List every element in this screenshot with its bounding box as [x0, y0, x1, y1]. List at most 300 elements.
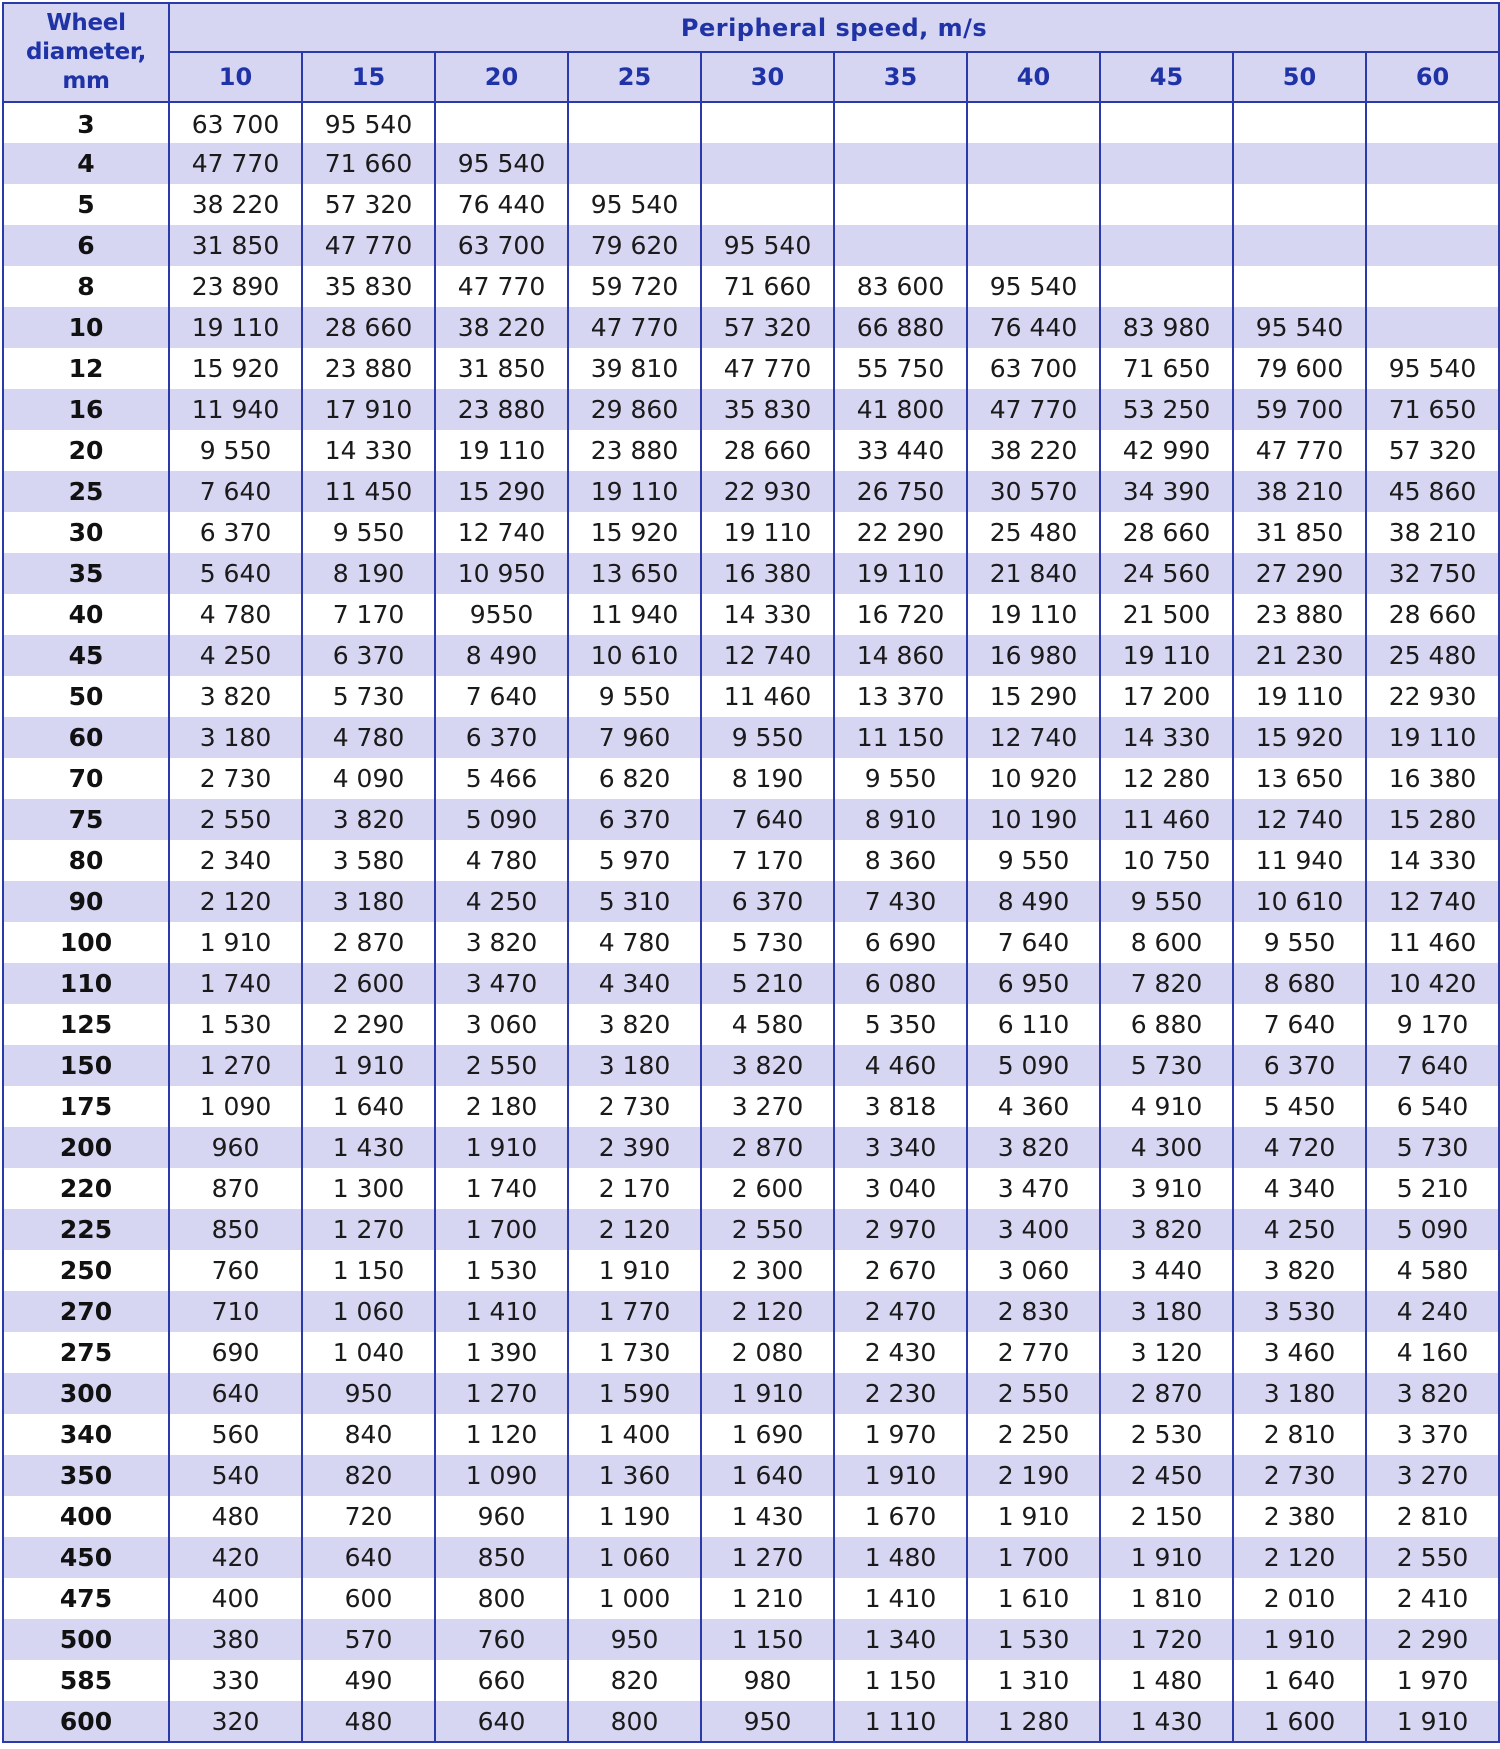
rpm-value-cell: [1233, 266, 1366, 307]
rpm-value-cell: 3 820: [1233, 1250, 1366, 1291]
rpm-value-cell: 6 370: [435, 717, 568, 758]
rpm-value-cell: 28 660: [701, 430, 834, 471]
rpm-value-cell: [568, 143, 701, 184]
rpm-value-cell: 23 880: [302, 348, 435, 389]
rpm-value-cell: 9 550: [302, 512, 435, 553]
rpm-value-cell: 21 500: [1100, 594, 1233, 635]
rpm-value-cell: 14 860: [834, 635, 967, 676]
rpm-value-cell: 6 110: [967, 1004, 1100, 1045]
rpm-value-cell: 7 640: [967, 922, 1100, 963]
rpm-value-cell: 10 610: [1233, 881, 1366, 922]
rpm-value-cell: 1 530: [435, 1250, 568, 1291]
rpm-value-cell: 3 820: [568, 1004, 701, 1045]
rpm-value-cell: 76 440: [967, 307, 1100, 348]
rpm-value-cell: 3 818: [834, 1086, 967, 1127]
rpm-value-cell: 380: [169, 1619, 302, 1660]
rpm-value-cell: [701, 143, 834, 184]
speed-column-header: 35: [834, 52, 967, 102]
table-row: [3, 307, 1499, 348]
rpm-value-cell: 9 550: [701, 717, 834, 758]
speed-column-header: 10: [169, 52, 302, 102]
rpm-value-cell: 7 960: [568, 717, 701, 758]
rpm-value-cell: 19 110: [967, 594, 1100, 635]
rpm-value-cell: 83 600: [834, 266, 967, 307]
rpm-value-cell: 6 080: [834, 963, 967, 1004]
wheel-diameter-cell: 500: [3, 1619, 169, 1660]
wheel-diameter-cell: 175: [3, 1086, 169, 1127]
rpm-value-cell: 2 290: [302, 1004, 435, 1045]
wheel-diameter-cell: 30: [3, 512, 169, 553]
wheel-diameter-cell: 340: [3, 1414, 169, 1455]
rpm-value-cell: 7 640: [1233, 1004, 1366, 1045]
rpm-value-cell: 35 830: [701, 389, 834, 430]
rpm-value-cell: 4 580: [701, 1004, 834, 1045]
rpm-value-cell: 57 320: [1366, 430, 1499, 471]
rpm-value-cell: 1 700: [435, 1209, 568, 1250]
rpm-value-cell: 5 310: [568, 881, 701, 922]
rpm-value-cell: 2 120: [1233, 1537, 1366, 1578]
rpm-value-cell: 3 460: [1233, 1332, 1366, 1373]
rpm-value-cell: 7 640: [169, 471, 302, 512]
rpm-value-cell: 38 220: [435, 307, 568, 348]
rpm-value-cell: 6 880: [1100, 1004, 1233, 1045]
table-row: [3, 1578, 1499, 1619]
rpm-value-cell: 19 110: [1233, 676, 1366, 717]
rpm-value-cell: 2 290: [1366, 1619, 1499, 1660]
rpm-value-cell: 5 640: [169, 553, 302, 594]
rpm-value-cell: 2 120: [169, 881, 302, 922]
rpm-value-cell: 1 740: [435, 1168, 568, 1209]
rpm-value-cell: 10 610: [568, 635, 701, 676]
rpm-value-cell: 19 110: [568, 471, 701, 512]
rpm-value-cell: 25 480: [1366, 635, 1499, 676]
rpm-value-cell: 6 370: [701, 881, 834, 922]
rpm-value-cell: 4 780: [169, 594, 302, 635]
rpm-value-cell: 47 770: [568, 307, 701, 348]
rpm-value-cell: 1 150: [701, 1619, 834, 1660]
rpm-value-cell: 1 190: [568, 1496, 701, 1537]
rpm-value-cell: 1 060: [302, 1291, 435, 1332]
rpm-value-cell: 9 170: [1366, 1004, 1499, 1045]
rpm-value-cell: 47 770: [169, 143, 302, 184]
rpm-value-cell: 9 550: [169, 430, 302, 471]
rpm-value-cell: [834, 184, 967, 225]
rpm-value-cell: 11 460: [1100, 799, 1233, 840]
rpm-value-cell: 1 910: [1233, 1619, 1366, 1660]
rpm-value-cell: 3 910: [1100, 1168, 1233, 1209]
rpm-value-cell: 1 690: [701, 1414, 834, 1455]
rpm-value-cell: 1 810: [1100, 1578, 1233, 1619]
rpm-value-cell: 79 620: [568, 225, 701, 266]
rpm-value-cell: 9 550: [834, 758, 967, 799]
rpm-value-cell: 71 660: [701, 266, 834, 307]
rpm-value-cell: 2 600: [302, 963, 435, 1004]
table-row: [3, 1004, 1499, 1045]
rpm-value-cell: 42 990: [1100, 430, 1233, 471]
table-row: [3, 430, 1499, 471]
rpm-value-cell: 850: [435, 1537, 568, 1578]
table-row: [3, 1250, 1499, 1291]
rpm-value-cell: 5 970: [568, 840, 701, 881]
rpm-value-cell: 38 210: [1233, 471, 1366, 512]
rpm-value-cell: 9 550: [568, 676, 701, 717]
rpm-value-cell: 850: [169, 1209, 302, 1250]
wheel-diameter-cell: 220: [3, 1168, 169, 1209]
wheel-diameter-cell: 150: [3, 1045, 169, 1086]
rpm-value-cell: 12 740: [435, 512, 568, 553]
rpm-value-cell: 4 780: [302, 717, 435, 758]
wheel-diameter-cell: 35: [3, 553, 169, 594]
rpm-value-cell: [1233, 184, 1366, 225]
rpm-value-cell: 6 370: [568, 799, 701, 840]
rpm-value-cell: 12 740: [967, 717, 1100, 758]
rpm-value-cell: 4 780: [435, 840, 568, 881]
rpm-value-cell: 1 640: [302, 1086, 435, 1127]
rpm-value-cell: 6 820: [568, 758, 701, 799]
wheel-diameter-cell: 275: [3, 1332, 169, 1373]
rpm-value-cell: 12 280: [1100, 758, 1233, 799]
rpm-value-cell: 2 550: [169, 799, 302, 840]
wheel-diameter-cell: 90: [3, 881, 169, 922]
rpm-value-cell: 690: [169, 1332, 302, 1373]
wheel-diameter-cell: 12: [3, 348, 169, 389]
wheel-diameter-cell: 45: [3, 635, 169, 676]
speed-column-header: 60: [1366, 52, 1499, 102]
rpm-value-cell: 490: [302, 1660, 435, 1701]
rpm-value-cell: 600: [302, 1578, 435, 1619]
rpm-value-cell: 4 240: [1366, 1291, 1499, 1332]
rpm-value-cell: 19 110: [834, 553, 967, 594]
rpm-value-cell: 16 720: [834, 594, 967, 635]
table-row: [3, 758, 1499, 799]
rpm-value-cell: 66 880: [834, 307, 967, 348]
rpm-value-cell: 3 820: [302, 799, 435, 840]
rpm-value-cell: 820: [568, 1660, 701, 1701]
wheel-diameter-cell: 60: [3, 717, 169, 758]
rpm-value-cell: 12 740: [1366, 881, 1499, 922]
rpm-value-cell: [1366, 184, 1499, 225]
wheel-diameter-cell: 5: [3, 184, 169, 225]
rpm-value-cell: 83 980: [1100, 307, 1233, 348]
rpm-value-cell: 2 470: [834, 1291, 967, 1332]
rpm-value-cell: 95 540: [967, 266, 1100, 307]
rpm-value-cell: [834, 102, 967, 143]
rpm-value-cell: 1 910: [302, 1045, 435, 1086]
rpm-value-cell: 5 090: [967, 1045, 1100, 1086]
rpm-value-cell: 1 600: [1233, 1701, 1366, 1742]
speed-column-header: 45: [1100, 52, 1233, 102]
table-row: [3, 594, 1499, 635]
wheel-diameter-cell: 270: [3, 1291, 169, 1332]
rpm-value-cell: 5 730: [1100, 1045, 1233, 1086]
rpm-value-cell: 5 730: [701, 922, 834, 963]
rpm-value-cell: 71 660: [302, 143, 435, 184]
rpm-value-cell: 2 180: [435, 1086, 568, 1127]
rpm-value-cell: 1 910: [967, 1496, 1100, 1537]
rpm-value-cell: 3 470: [435, 963, 568, 1004]
table-header: [3, 3, 1499, 102]
rpm-value-cell: 7 640: [435, 676, 568, 717]
rpm-value-cell: 47 770: [701, 348, 834, 389]
rpm-value-cell: 15 920: [1233, 717, 1366, 758]
rpm-value-cell: 16 980: [967, 635, 1100, 676]
rpm-value-cell: 3 060: [435, 1004, 568, 1045]
rpm-value-cell: 1 270: [435, 1373, 568, 1414]
rpm-value-cell: 7 170: [701, 840, 834, 881]
rpm-value-cell: 1 000: [568, 1578, 701, 1619]
rpm-value-cell: [967, 184, 1100, 225]
rpm-value-cell: 11 460: [1366, 922, 1499, 963]
rpm-value-cell: 1 390: [435, 1332, 568, 1373]
rpm-value-cell: 2 010: [1233, 1578, 1366, 1619]
rpm-value-cell: 2 190: [967, 1455, 1100, 1496]
rpm-value-cell: 15 280: [1366, 799, 1499, 840]
rpm-value-cell: 980: [701, 1660, 834, 1701]
wheel-diameter-cell: 80: [3, 840, 169, 881]
rpm-value-cell: 9 550: [967, 840, 1100, 881]
rpm-value-cell: 17 200: [1100, 676, 1233, 717]
table-row: [3, 1414, 1499, 1455]
speed-column-header: 50: [1233, 52, 1366, 102]
rpm-value-cell: 4 250: [1233, 1209, 1366, 1250]
rpm-value-cell: 1 910: [1366, 1701, 1499, 1742]
rpm-value-cell: 1 060: [568, 1537, 701, 1578]
rpm-value-cell: 5 210: [701, 963, 834, 1004]
rpm-value-cell: 3 180: [302, 881, 435, 922]
rpm-value-cell: [1100, 225, 1233, 266]
table-row: [3, 799, 1499, 840]
rpm-value-cell: 17 910: [302, 389, 435, 430]
rpm-value-cell: 1 400: [568, 1414, 701, 1455]
wheel-diameter-cell: 400: [3, 1496, 169, 1537]
rpm-value-cell: 5 090: [435, 799, 568, 840]
table-row: [3, 922, 1499, 963]
table-row: [3, 143, 1499, 184]
rpm-value-cell: 1 430: [302, 1127, 435, 1168]
rpm-value-cell: [1100, 184, 1233, 225]
wheel-diameter-cell: 475: [3, 1578, 169, 1619]
rpm-value-cell: 47 770: [302, 225, 435, 266]
rpm-value-cell: 16 380: [701, 553, 834, 594]
table-row: [3, 1045, 1499, 1086]
rpm-value-cell: 1 910: [169, 922, 302, 963]
table-row: [3, 553, 1499, 594]
rpm-value-cell: 3 820: [169, 676, 302, 717]
rpm-value-cell: 22 930: [1366, 676, 1499, 717]
rpm-value-cell: 14 330: [1100, 717, 1233, 758]
table-row: [3, 1209, 1499, 1250]
rpm-value-cell: 950: [302, 1373, 435, 1414]
rpm-value-cell: 41 800: [834, 389, 967, 430]
rpm-value-cell: 8 910: [834, 799, 967, 840]
rpm-value-cell: 8 600: [1100, 922, 1233, 963]
rpm-value-cell: 59 700: [1233, 389, 1366, 430]
rpm-value-cell: 1 530: [967, 1619, 1100, 1660]
rpm-value-cell: 1 670: [834, 1496, 967, 1537]
wheel-diameter-cell: 585: [3, 1660, 169, 1701]
rpm-value-cell: 1 910: [568, 1250, 701, 1291]
wheel-diameter-cell: 100: [3, 922, 169, 963]
rpm-value-cell: 3 820: [1100, 1209, 1233, 1250]
rpm-value-cell: [1100, 102, 1233, 143]
wheel-diameter-cell: 40: [3, 594, 169, 635]
rpm-value-cell: 19 110: [1366, 717, 1499, 758]
rpm-value-cell: [701, 184, 834, 225]
wheel-diameter-cell: 450: [3, 1537, 169, 1578]
rpm-value-cell: [967, 102, 1100, 143]
rpm-value-cell: 1 770: [568, 1291, 701, 1332]
rpm-value-cell: 2 830: [967, 1291, 1100, 1332]
rpm-value-cell: 16 380: [1366, 758, 1499, 799]
wheel-diameter-cell: 225: [3, 1209, 169, 1250]
rpm-value-cell: [435, 102, 568, 143]
rpm-value-cell: 1 270: [302, 1209, 435, 1250]
rpm-value-cell: [1366, 266, 1499, 307]
rpm-value-cell: 3 270: [701, 1086, 834, 1127]
rpm-value-cell: 95 540: [701, 225, 834, 266]
rpm-value-cell: 11 940: [568, 594, 701, 635]
rpm-value-cell: 1 610: [967, 1578, 1100, 1619]
rpm-value-cell: 3 820: [701, 1045, 834, 1086]
rpm-value-cell: 5 210: [1366, 1168, 1499, 1209]
rpm-value-cell: 3 530: [1233, 1291, 1366, 1332]
peripheral-speed-header: Peripheral speed, m/s: [169, 3, 1499, 52]
rpm-value-cell: 9 550: [1233, 922, 1366, 963]
rpm-value-cell: 23 890: [169, 266, 302, 307]
wheel-diameter-cell: 4: [3, 143, 169, 184]
wheel-diameter-cell: 25: [3, 471, 169, 512]
rpm-value-cell: 28 660: [1366, 594, 1499, 635]
rpm-value-cell: 1 040: [302, 1332, 435, 1373]
rpm-value-cell: 8 490: [435, 635, 568, 676]
rpm-value-cell: 3 470: [967, 1168, 1100, 1209]
rpm-value-cell: 63 700: [169, 102, 302, 143]
rpm-value-cell: 1 740: [169, 963, 302, 1004]
rpm-value-cell: 2 380: [1233, 1496, 1366, 1537]
rpm-value-cell: 21 840: [967, 553, 1100, 594]
rpm-value-cell: 10 190: [967, 799, 1100, 840]
rpm-value-cell: 3 120: [1100, 1332, 1233, 1373]
rpm-value-cell: 1 210: [701, 1578, 834, 1619]
rpm-value-cell: 12 740: [1233, 799, 1366, 840]
rpm-value-cell: 12 740: [701, 635, 834, 676]
rpm-value-cell: 23 880: [435, 389, 568, 430]
rpm-value-cell: 95 540: [1366, 348, 1499, 389]
rpm-value-cell: 47 770: [967, 389, 1100, 430]
rpm-value-cell: 7 430: [834, 881, 967, 922]
rpm-value-cell: 10 920: [967, 758, 1100, 799]
rpm-value-cell: 1 970: [1366, 1660, 1499, 1701]
rpm-value-cell: 960: [169, 1127, 302, 1168]
table-row: [3, 225, 1499, 266]
rpm-value-cell: 2 150: [1100, 1496, 1233, 1537]
rpm-value-cell: 35 830: [302, 266, 435, 307]
rpm-value-cell: 57 320: [701, 307, 834, 348]
rpm-value-cell: 15 920: [169, 348, 302, 389]
rpm-value-cell: 6 370: [302, 635, 435, 676]
rpm-value-cell: [1366, 307, 1499, 348]
rpm-value-cell: 840: [302, 1414, 435, 1455]
rpm-value-cell: 4 460: [834, 1045, 967, 1086]
rpm-value-cell: 420: [169, 1537, 302, 1578]
speed-column-header: 30: [701, 52, 834, 102]
rpm-value-cell: 2 450: [1100, 1455, 1233, 1496]
rpm-value-cell: 3 370: [1366, 1414, 1499, 1455]
wheel-diameter-cell: 75: [3, 799, 169, 840]
rpm-value-cell: 720: [302, 1496, 435, 1537]
table-row: [3, 717, 1499, 758]
rpm-value-cell: 3 580: [302, 840, 435, 881]
rpm-value-cell: 2 730: [1233, 1455, 1366, 1496]
rpm-value-cell: 2 600: [701, 1168, 834, 1209]
rpm-value-cell: 710: [169, 1291, 302, 1332]
rpm-value-cell: 2 550: [701, 1209, 834, 1250]
rpm-value-cell: 5 730: [302, 676, 435, 717]
rpm-table: [2, 2, 1500, 1743]
speed-columns-row: [3, 52, 1499, 102]
table-row: [3, 840, 1499, 881]
rpm-value-cell: 19 110: [435, 430, 568, 471]
rpm-value-cell: 1 640: [701, 1455, 834, 1496]
rpm-value-cell: 1 700: [967, 1537, 1100, 1578]
rpm-value-cell: [568, 102, 701, 143]
rpm-value-cell: 63 700: [967, 348, 1100, 389]
rpm-value-cell: 2 340: [169, 840, 302, 881]
rpm-value-cell: 6 540: [1366, 1086, 1499, 1127]
table-row: [3, 1332, 1499, 1373]
rpm-value-cell: 2 120: [568, 1209, 701, 1250]
table-row: [3, 471, 1499, 512]
rpm-value-cell: 11 940: [169, 389, 302, 430]
rpm-value-cell: 31 850: [435, 348, 568, 389]
rpm-value-cell: 4 910: [1100, 1086, 1233, 1127]
table-row: [3, 1455, 1499, 1496]
rpm-value-cell: 29 860: [568, 389, 701, 430]
rpm-value-cell: 57 320: [302, 184, 435, 225]
rpm-value-cell: 10 950: [435, 553, 568, 594]
rpm-value-cell: 13 650: [1233, 758, 1366, 799]
rpm-value-cell: 1 270: [701, 1537, 834, 1578]
rpm-value-cell: 8 190: [302, 553, 435, 594]
rpm-value-cell: 7 640: [701, 799, 834, 840]
rpm-value-cell: 1 110: [834, 1701, 967, 1742]
rpm-value-cell: 4 720: [1233, 1127, 1366, 1168]
rpm-value-cell: 1 090: [169, 1086, 302, 1127]
rpm-value-cell: 560: [169, 1414, 302, 1455]
rpm-value-cell: 22 290: [834, 512, 967, 553]
wheel-diameter-header: Wheel diameter, mm: [3, 3, 169, 102]
rpm-value-cell: 19 110: [1100, 635, 1233, 676]
rpm-value-cell: [1366, 225, 1499, 266]
table-row: [3, 389, 1499, 430]
rpm-value-cell: 1 410: [834, 1578, 967, 1619]
rpm-value-cell: 760: [435, 1619, 568, 1660]
rpm-value-cell: 1 720: [1100, 1619, 1233, 1660]
rpm-value-cell: [1366, 102, 1499, 143]
rpm-value-cell: 6 690: [834, 922, 967, 963]
rpm-value-cell: 11 150: [834, 717, 967, 758]
rpm-value-cell: 1 480: [1100, 1660, 1233, 1701]
rpm-value-cell: 4 250: [435, 881, 568, 922]
rpm-value-cell: 71 650: [1366, 389, 1499, 430]
rpm-value-cell: 13 650: [568, 553, 701, 594]
wheel-diameter-cell: 70: [3, 758, 169, 799]
rpm-value-cell: 59 720: [568, 266, 701, 307]
rpm-value-cell: 320: [169, 1701, 302, 1742]
rpm-value-cell: 2 770: [967, 1332, 1100, 1373]
rpm-value-cell: 2 230: [834, 1373, 967, 1414]
rpm-value-cell: 800: [568, 1701, 701, 1742]
